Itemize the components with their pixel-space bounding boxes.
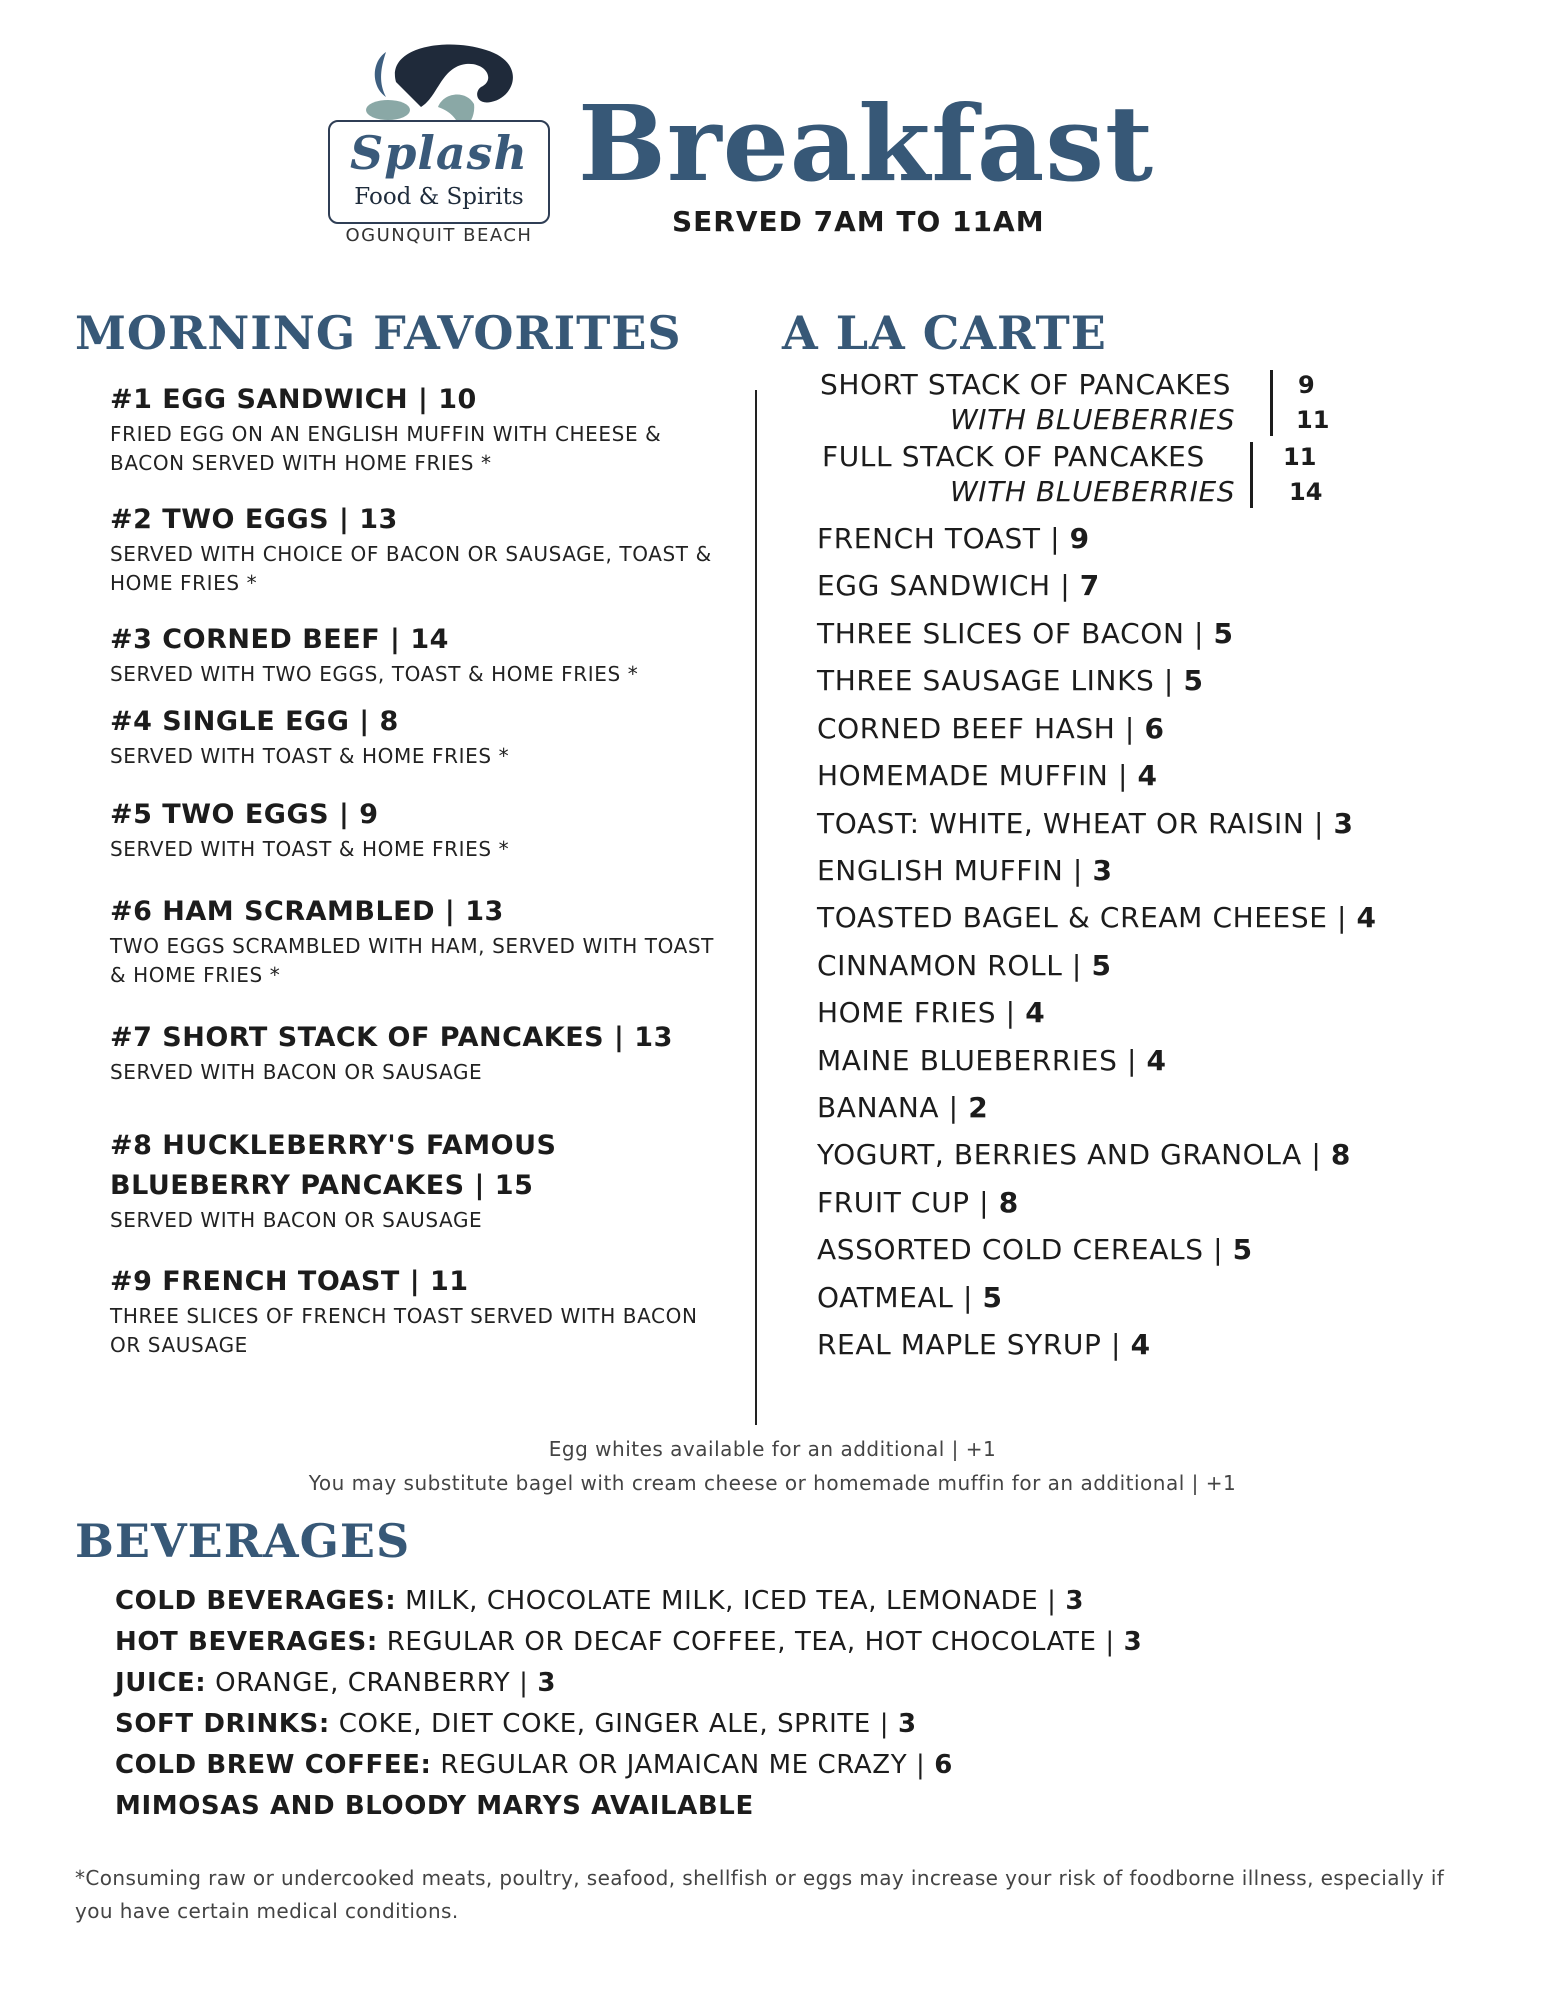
alacarte-item: HOMEMADE MUFFIN | 4 — [817, 759, 1158, 792]
favorites-title: MORNING FAVORITES — [75, 306, 682, 360]
favorite-item — [110, 1018, 730, 1087]
alacarte-item: EGG SANDWICH | 7 — [817, 569, 1100, 602]
favorite-item — [110, 795, 730, 864]
alacarte-item: THREE SAUSAGE LINKS | 5 — [817, 664, 1204, 697]
logo-box — [328, 120, 550, 224]
alacarte-stack-variant: WITH BLUEBERRIES — [950, 475, 1236, 508]
favorite-name-line: #9 FRENCH TOAST | 11 — [110, 1266, 469, 1297]
alacarte-item: BANANA | 2 — [817, 1091, 989, 1124]
favorite-name-line: #6 HAM SCRAMBLED | 13 — [110, 896, 504, 927]
favorite-item — [110, 380, 730, 478]
alacarte-item: FRUIT CUP | 8 — [817, 1186, 1019, 1219]
alacarte-stack-variant-price: 14 — [1289, 478, 1323, 506]
alacarte-item: THREE SLICES OF BACON | 5 — [817, 617, 1234, 650]
favorite-item — [110, 702, 730, 771]
alacarte-stack-name: SHORT STACK OF PANCAKES — [820, 368, 1232, 401]
column-divider — [755, 390, 757, 1425]
favorite-name-line: #4 SINGLE EGG | 8 — [110, 706, 399, 737]
alacarte-item: HOME FRIES | 4 — [817, 996, 1046, 1029]
alacarte-stack-variant-price: 11 — [1296, 406, 1330, 434]
beverage-item: COLD BEVERAGES: MILK, CHOCOLATE MILK, ICED TEA, LEMONADE | 3 — [115, 1586, 1085, 1616]
stack-divider — [1270, 370, 1273, 436]
alacarte-item: ENGLISH MUFFIN | 3 — [817, 854, 1113, 887]
beverage-item: COLD BREW COFFEE: REGULAR OR JAMAICAN ME CRAZY | 6 — [115, 1750, 953, 1780]
logo — [326, 42, 552, 254]
favorite-name-line: #3 CORNED BEEF | 14 — [110, 624, 449, 655]
favorite-item — [110, 1126, 730, 1235]
alacarte-item: TOAST: WHITE, WHEAT OR RAISIN | 3 — [817, 807, 1354, 840]
alacarte-stack-price: 11 — [1283, 443, 1317, 471]
favorite-name-line: #8 HUCKLEBERRY'S FAMOUS — [110, 1130, 557, 1161]
favorite-item — [110, 620, 730, 689]
favorite-desc: TWO EGGS SCRAMBLED WITH HAM, SERVED WITH TOAST & HOME FRIES * — [110, 934, 714, 987]
service-hours: SERVED 7AM TO 11AM — [672, 205, 1045, 238]
alacarte-item: MAINE BLUEBERRIES | 4 — [817, 1044, 1167, 1077]
favorite-name-line: #1 EGG SANDWICH | 10 — [110, 384, 477, 415]
favorite-desc: FRIED EGG ON AN ENGLISH MUFFIN WITH CHEESE & BACON SERVED WITH HOME FRIES * — [110, 422, 662, 475]
favorite-desc: SERVED WITH TOAST & HOME FRIES * — [110, 744, 510, 768]
favorite-item — [110, 500, 730, 598]
favorite-desc: SERVED WITH TWO EGGS, TOAST & HOME FRIES * — [110, 662, 639, 686]
favorite-desc: SERVED WITH BACON OR SAUSAGE — [110, 1060, 483, 1084]
favorite-name-line: #7 SHORT STACK OF PANCAKES | 13 — [110, 1022, 673, 1053]
favorite-desc: SERVED WITH TOAST & HOME FRIES * — [110, 837, 510, 861]
favorite-name-line: #5 TWO EGGS | 9 — [110, 799, 379, 830]
favorite-name-line: #2 TWO EGGS | 13 — [110, 504, 398, 535]
beverage-item: HOT BEVERAGES: REGULAR OR DECAF COFFEE, TEA, HOT CHOCOLATE | 3 — [115, 1627, 1143, 1657]
alacarte-title: A LA CARTE — [782, 306, 1107, 360]
beverages-title: BEVERAGES — [75, 1514, 411, 1568]
favorite-item — [110, 892, 730, 990]
favorite-name-line: BLUEBERRY PANCAKES | 15 — [110, 1170, 534, 1201]
beverage-item: JUICE: ORANGE, CRANBERRY | 3 — [115, 1668, 557, 1698]
favorite-desc: SERVED WITH CHOICE OF BACON OR SAUSAGE, TOAST & HOME FRIES * — [110, 542, 712, 595]
alacarte-item: ASSORTED COLD CEREALS | 5 — [817, 1233, 1253, 1266]
alacarte-item: CORNED BEEF HASH | 6 — [817, 712, 1165, 745]
logo-subtitle: Food & Spirits — [354, 184, 524, 210]
logo-location: OGUNQUIT BEACH — [345, 225, 533, 246]
alacarte-item: YOGURT, BERRIES AND GRANOLA | 8 — [817, 1138, 1352, 1171]
splash-wave-icon — [326, 42, 552, 132]
alacarte-item: REAL MAPLE SYRUP | 4 — [817, 1328, 1151, 1361]
alacarte-stack-price: 9 — [1298, 371, 1315, 399]
alacarte-item: TOASTED BAGEL & CREAM CHEESE | 4 — [817, 901, 1377, 934]
note-egg-whites: Egg whites available for an additional | +1 — [548, 1437, 997, 1461]
disclaimer: *Consuming raw or undercooked meats, poultry, seafood, shellfish or eggs may increase your risk of foodborne illness, especially if you have certain medical conditions. — [75, 1866, 1445, 1923]
favorite-item — [110, 1262, 730, 1360]
stack-divider — [1250, 442, 1253, 508]
note-substitute: You may substitute bagel with cream cheese or homemade muffin for an additional | +1 — [308, 1471, 1237, 1495]
favorite-desc: THREE SLICES OF FRENCH TOAST SERVED WITH BACON OR SAUSAGE — [110, 1304, 698, 1357]
logo-wordmark: Splash — [349, 126, 528, 180]
beverage-item: MIMOSAS AND BLOODY MARYS AVAILABLE — [115, 1791, 754, 1821]
alacarte-item: OATMEAL | 5 — [817, 1281, 1003, 1314]
beverage-item: SOFT DRINKS: COKE, DIET COKE, GINGER ALE, SPRITE | 3 — [115, 1709, 917, 1739]
alacarte-stack-name: FULL STACK OF PANCAKES — [822, 440, 1205, 473]
alacarte-stack-variant: WITH BLUEBERRIES — [950, 403, 1236, 436]
page-title: Breakfast — [578, 82, 1155, 205]
alacarte-item: CINNAMON ROLL | 5 — [817, 949, 1112, 982]
alacarte-item: FRENCH TOAST | 9 — [817, 522, 1090, 555]
favorite-desc: SERVED WITH BACON OR SAUSAGE — [110, 1208, 483, 1232]
